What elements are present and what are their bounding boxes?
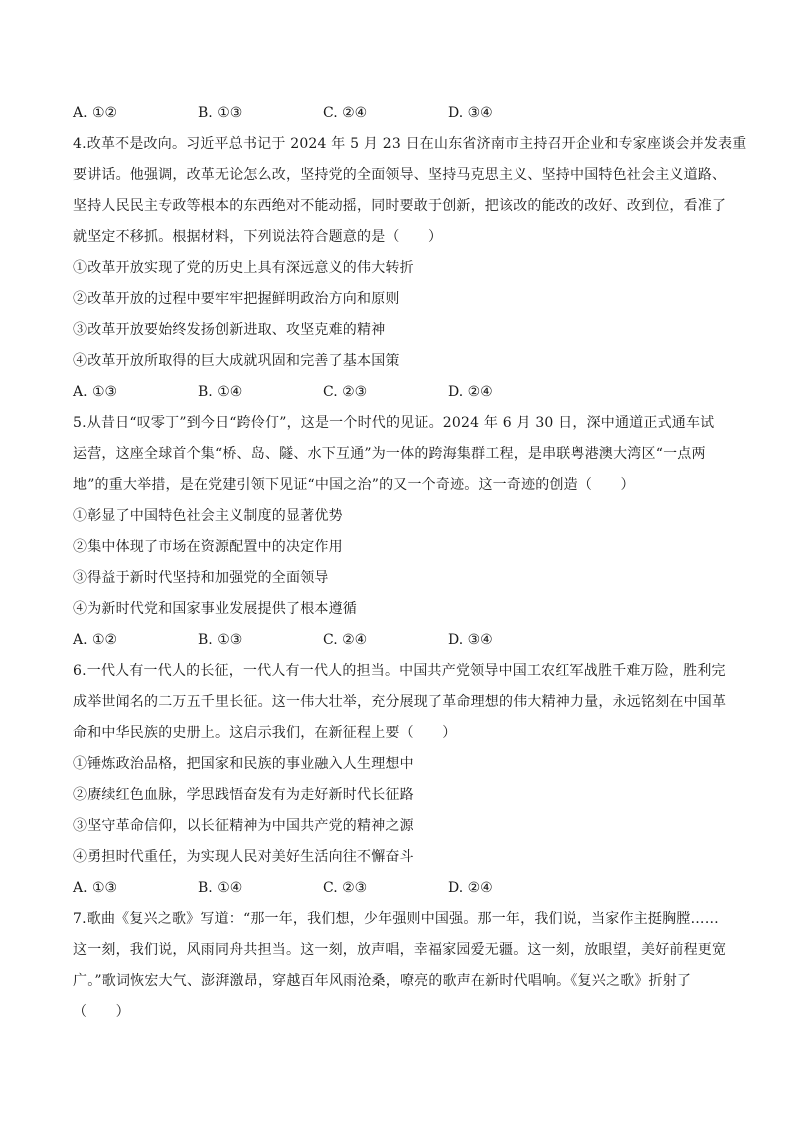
q5-option-c: C. ②④ (323, 632, 368, 648)
q3-options (73, 98, 723, 129)
q7-stem-line: 7.歌曲《复兴之歌》写道：“那一年，我们想，少年强则中国强。那一年，我们说，当家作主挺胸膛…… (73, 911, 719, 927)
question-5 (73, 408, 723, 656)
q4-statement: ④改革开放所取得的巨大成就巩固和完善了基本国策 (73, 353, 400, 369)
q4-stem-line: 4.改革不是改向。习近平总书记于 2024 年 5 月 23 日在山东省济南市主持召开企业和专家座谈会并发表重 (73, 136, 747, 152)
q5-stem-line: 5.从昔日“叹零丁”到今日“跨伶仃”，这是一个时代的见证。2024 年 6 月 30 日，深中通道正式通车试 (73, 415, 715, 431)
q5-option-b: B. ①③ (198, 632, 243, 648)
q6-statement: ②赓续红色血脉，学思践悟奋发有为走好新时代长征路 (73, 787, 414, 803)
q6-stem-line: 成举世闻名的二万五千里长征。这一伟大壮举，充分展现了革命理想的伟大精神力量，永远铭刻在中国革 (73, 694, 727, 710)
q7-stem-line: （ ） (73, 1004, 130, 1020)
q4-option-b: B. ①④ (198, 384, 243, 400)
q6-stem-line: 命和中华民族的史册上。这启示我们，在新征程上要（ ） (73, 725, 457, 741)
q6-statement: ①锤炼政治品格，把国家和民族的事业融入人生理想中 (73, 756, 414, 772)
q6-option-d: D. ②④ (448, 880, 493, 896)
q6-option-c: C. ②③ (323, 880, 368, 896)
q4-stem-line: 就坚定不移抓。根据材料，下列说法符合题意的是（ ） (73, 229, 443, 245)
q4-statement: ①改革开放实现了党的历史上具有深远意义的伟大转折 (73, 260, 414, 276)
q3-option-b: B. ①③ (198, 105, 243, 121)
q6-option-a: A. ①③ (73, 880, 118, 896)
q5-option-a: A. ①② (73, 632, 118, 648)
q5-statement: ①彰显了中国特色社会主义制度的显著优势 (73, 508, 343, 524)
q5-stem-line: 地”的重大举措，是在党建引领下见证“中国之治”的又一个奇迹。这一奇迹的创造（ ） (73, 477, 635, 493)
question-4 (73, 129, 747, 408)
q6-option-b: B. ①④ (198, 880, 243, 896)
q3-option-c: C. ②④ (323, 105, 368, 121)
q5-statement: ④为新时代党和国家事业发展提供了根本遵循 (73, 601, 357, 617)
q4-options (73, 377, 723, 408)
q5-statement: ②集中体现了市场在资源配置中的决定作用 (73, 539, 343, 555)
q5-statement: ③得益于新时代坚持和加强党的全面领导 (73, 570, 329, 586)
q4-stem-line: 要讲话。他强调，改革无论怎么改，坚持党的全面领导、坚持马克思主义、坚持中国特色社会主义道路、 (73, 167, 727, 183)
q6-statement: ④勇担时代重任，为实现人民对美好生活向往不懈奋斗 (73, 849, 414, 865)
q4-option-d: D. ②④ (448, 384, 493, 400)
q4-statement: ③改革开放要始终发扬创新进取、攻坚克难的精神 (73, 322, 386, 338)
exam-page (73, 98, 747, 1028)
q5-option-d: D. ③④ (448, 632, 493, 648)
question-7 (73, 904, 727, 1028)
q6-options (73, 873, 723, 904)
q5-stem-line: 运营，这座全球首个集“桥、岛、隧、水下互通”为一体的跨海集群工程，是串联粤港澳大湾区“一点两 (73, 446, 706, 462)
q6-statement: ③坚守革命信仰，以长征精神为中国共产党的精神之源 (73, 818, 414, 834)
q4-statement: ②改革开放的过程中要牢牢把握鲜明政治方向和原则 (73, 291, 400, 307)
q7-stem-line: 广。”歌词恢宏大气、澎湃激昂，穿越百年风雨沧桑，嘹亮的歌声在新时代唱响。《复兴之歌》折射了 (73, 973, 692, 989)
question-6 (73, 656, 727, 904)
q4-stem-line: 坚持人民民主专政等根本的东西绝对不能动摇，同时要敢于创新，把该改的能改的改好、改到位，看准了 (73, 198, 727, 214)
q4-option-a: A. ①③ (73, 384, 118, 400)
q3-option-a: A. ①② (73, 105, 118, 121)
q7-stem-line: 这一刻，我们说，风雨同舟共担当。这一刻，放声唱，幸福家园爱无疆。这一刻，放眼望，美好前程更宽 (73, 942, 727, 958)
q5-options (73, 625, 723, 656)
q6-stem-line: 6.一代人有一代人的长征，一代人有一代人的担当。中国共产党领导中国工农红军战胜千难万险，胜利完 (73, 663, 726, 679)
q4-option-c: C. ②③ (323, 384, 368, 400)
q3-option-d: D. ③④ (448, 105, 493, 121)
